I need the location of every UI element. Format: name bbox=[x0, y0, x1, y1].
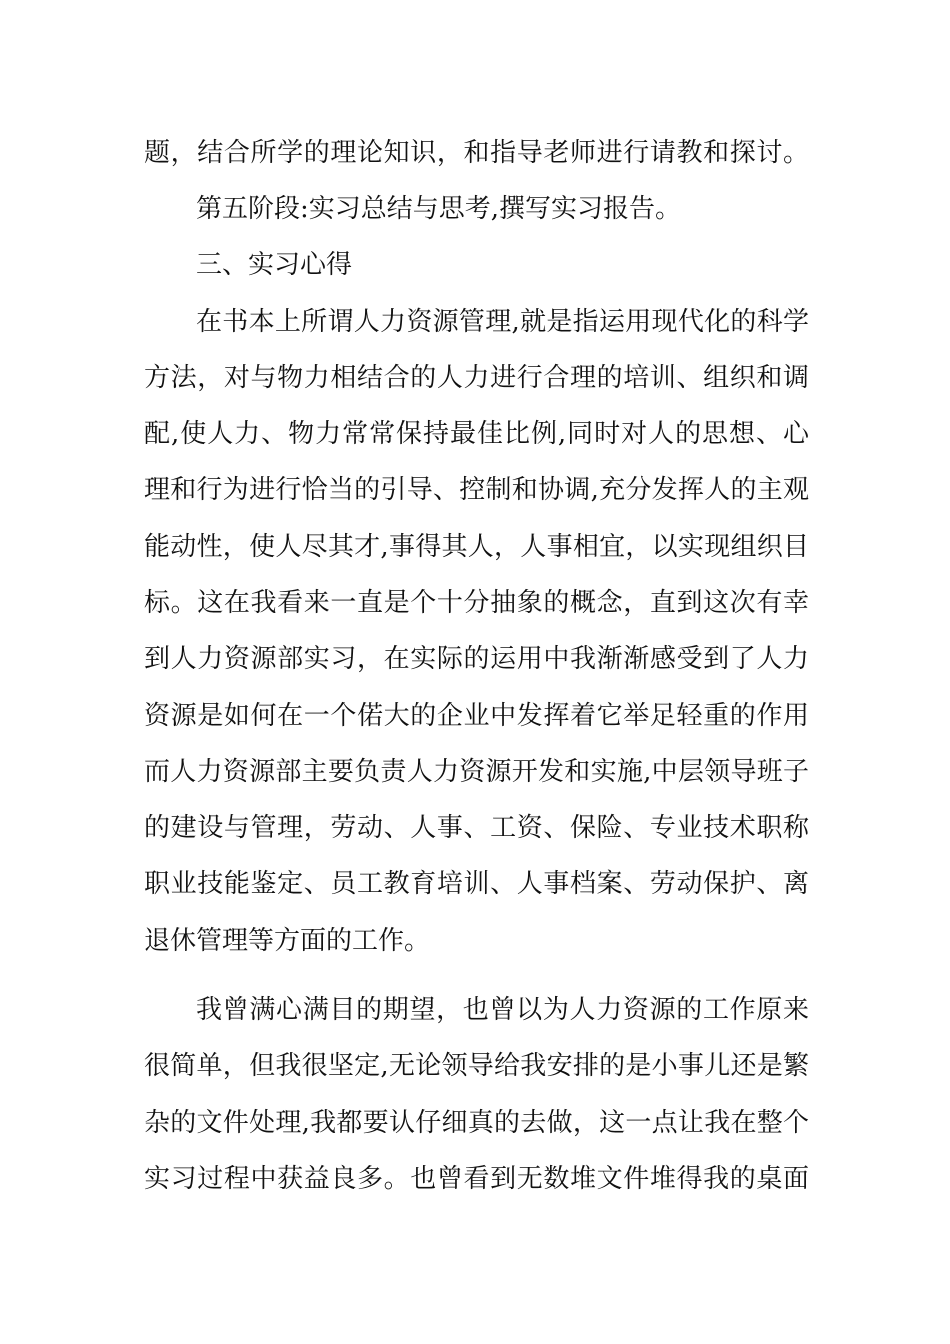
text-line: 题，结合所学的理论知识，和指导老师进行请教和探讨。 bbox=[144, 138, 809, 168]
text-line: 理和行为进行恰当的引导、控制和协调,充分发挥人的主观 bbox=[144, 475, 809, 505]
text-line: 很简单，但我很坚定,无论领导给我安排的是小事儿还是繁 bbox=[144, 1051, 809, 1081]
text-line: 在书本上所谓人力资源管理,就是指运用现代化的科学 bbox=[196, 307, 809, 337]
section-heading: 三、实习心得 bbox=[196, 250, 353, 280]
text-line: 实习过程中获益良多。也曾看到无数堆文件堆得我的桌面 bbox=[144, 1164, 809, 1194]
text-line: 资源是如何在一个偌大的企业中发挥着它举足轻重的作用 bbox=[144, 701, 809, 731]
text-line: 而人力资源部主要负责人力资源开发和实施,中层领导班子 bbox=[144, 757, 809, 787]
text-line: 能动性，使人尽其才,事得其人，人事相宜，以实现组织目 bbox=[144, 532, 809, 562]
text-line: 标。这在我看来一直是个十分抽象的概念，直到这次有幸 bbox=[144, 588, 809, 618]
text-line: 职业技能鉴定、员工教育培训、人事档案、劳动保护、离 bbox=[144, 869, 809, 899]
text-line: 配,使人力、物力常常保持最佳比例,同时对人的思想、心 bbox=[144, 419, 809, 449]
text-line: 第五阶段:实习总结与思考,撰写实习报告。 bbox=[196, 194, 682, 224]
text-line: 的建设与管理，劳动、人事、工资、保险、专业技术职称 bbox=[144, 813, 809, 843]
text-line: 杂的文件处理,我都要认仔细真的去做，这一点让我在整个 bbox=[144, 1108, 809, 1138]
text-line: 方法，对与物力相结合的人力进行合理的培训、组织和调 bbox=[144, 363, 809, 393]
text-line: 我曾满心满目的期望，也曾以为人力资源的工作原来 bbox=[196, 995, 809, 1025]
text-line: 退休管理等方面的工作。 bbox=[144, 926, 431, 956]
text-line: 到人力资源部实习，在实际的运用中我渐渐感受到了人力 bbox=[144, 644, 809, 674]
